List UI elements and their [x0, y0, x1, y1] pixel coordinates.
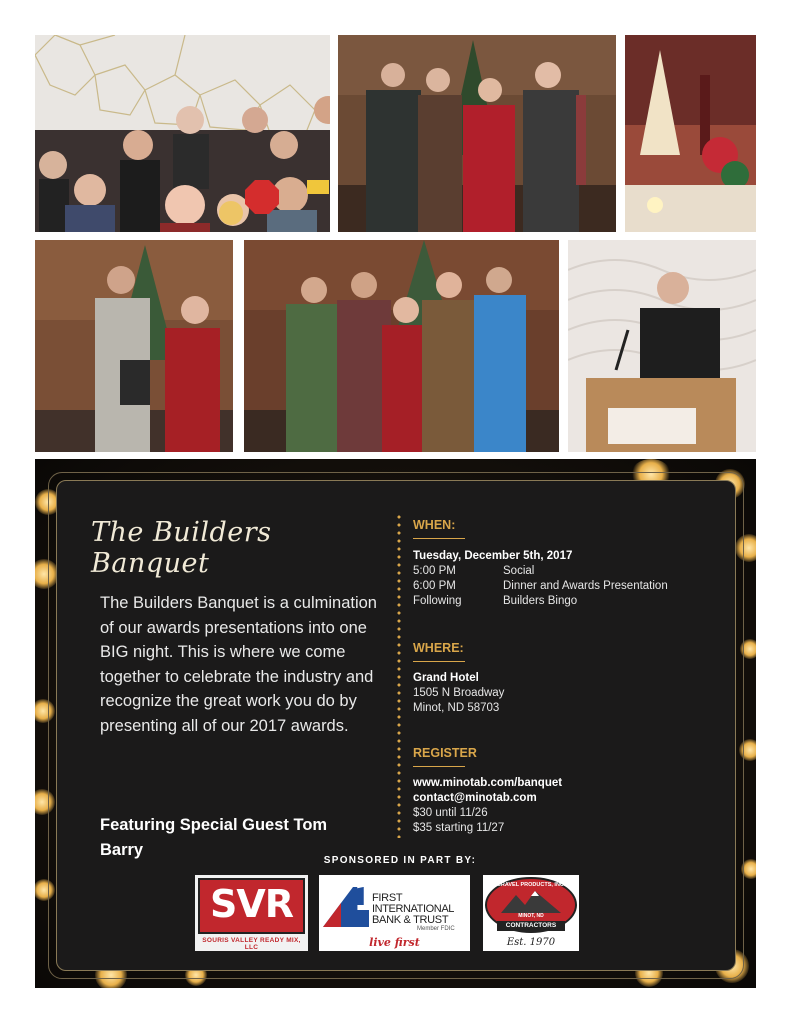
- bank-name-line1: FIRST: [372, 892, 403, 904]
- gravel-line3: CONTRACTORS: [497, 921, 565, 931]
- featured-guest: Featuring Special Guest Tom Barry: [100, 816, 328, 859]
- bank-numeral: 1: [353, 875, 380, 919]
- register-heading: REGISTER: [413, 746, 477, 760]
- event-date: Tuesday, December 5th, 2017: [413, 550, 573, 562]
- gravel-line2: MINOT, ND: [518, 913, 544, 919]
- price-late: $35 starting 11/27: [413, 822, 505, 834]
- schedule-time-3: Following: [413, 595, 462, 607]
- bank-tagline: live first: [369, 936, 420, 949]
- venue-address-1: 1505 N Broadway: [413, 687, 505, 699]
- where-rule: [413, 661, 465, 662]
- svr-mark: SVR: [209, 882, 294, 926]
- photo-booth-group: [35, 35, 330, 232]
- bank-name-line2: INTERNATIONAL: [372, 903, 454, 915]
- where-heading: WHERE:: [413, 641, 464, 655]
- schedule-time-1: 5:00 PM: [413, 565, 456, 577]
- schedule-item-3: Builders Bingo: [503, 595, 578, 607]
- award-group-five: [244, 240, 559, 452]
- when-rule: [413, 538, 465, 539]
- gravel-products-logo: [483, 875, 579, 951]
- schedule-time-2: 6:00 PM: [413, 580, 456, 592]
- award-duo: [35, 240, 233, 452]
- price-early: $30 until 11/26: [413, 807, 488, 819]
- bank-fdic: Member FDIC: [417, 926, 455, 932]
- sponsors-heading: SPONSORED IN PART BY:: [323, 855, 477, 866]
- svr-caption: SOURIS VALLEY READY MIX, LLC: [202, 937, 301, 951]
- dotted-divider: [397, 513, 401, 838]
- svr-mark-panel: [198, 878, 305, 934]
- svr-logo: [195, 875, 308, 951]
- schedule-item-2: Dinner and Awards Presentation: [503, 580, 668, 592]
- venue-name: Grand Hotel: [413, 672, 479, 684]
- award-winners-women: [338, 35, 616, 232]
- register-email[interactable]: contact@minotab.com: [413, 792, 537, 804]
- event-title: The Builders Banquet: [91, 517, 272, 579]
- venue-address-2: Minot, ND 58703: [413, 702, 500, 714]
- mountain-icon: [501, 891, 561, 913]
- event-description: The Builders Banquet is a culmination of our awards presentations into one BIG night. This is where we come together to celebrate the industry and recognize the great work you do by presenting all of our 2017 awards.: [100, 594, 377, 735]
- register-rule: [413, 766, 465, 767]
- table-decor: [625, 35, 756, 232]
- schedule-item-1: Social: [503, 565, 535, 577]
- first-international-bank-logo: [319, 875, 470, 951]
- register-url[interactable]: www.minotab.com/banquet: [413, 777, 563, 789]
- when-heading: WHEN:: [413, 518, 456, 532]
- gravel-line1: GRAVEL PRODUCTS, INC.: [496, 882, 566, 888]
- bank-name-line3: BANK & TRUST: [372, 914, 449, 926]
- gravel-line4: Est. 1970: [506, 937, 556, 948]
- speaker-podium: [568, 240, 756, 452]
